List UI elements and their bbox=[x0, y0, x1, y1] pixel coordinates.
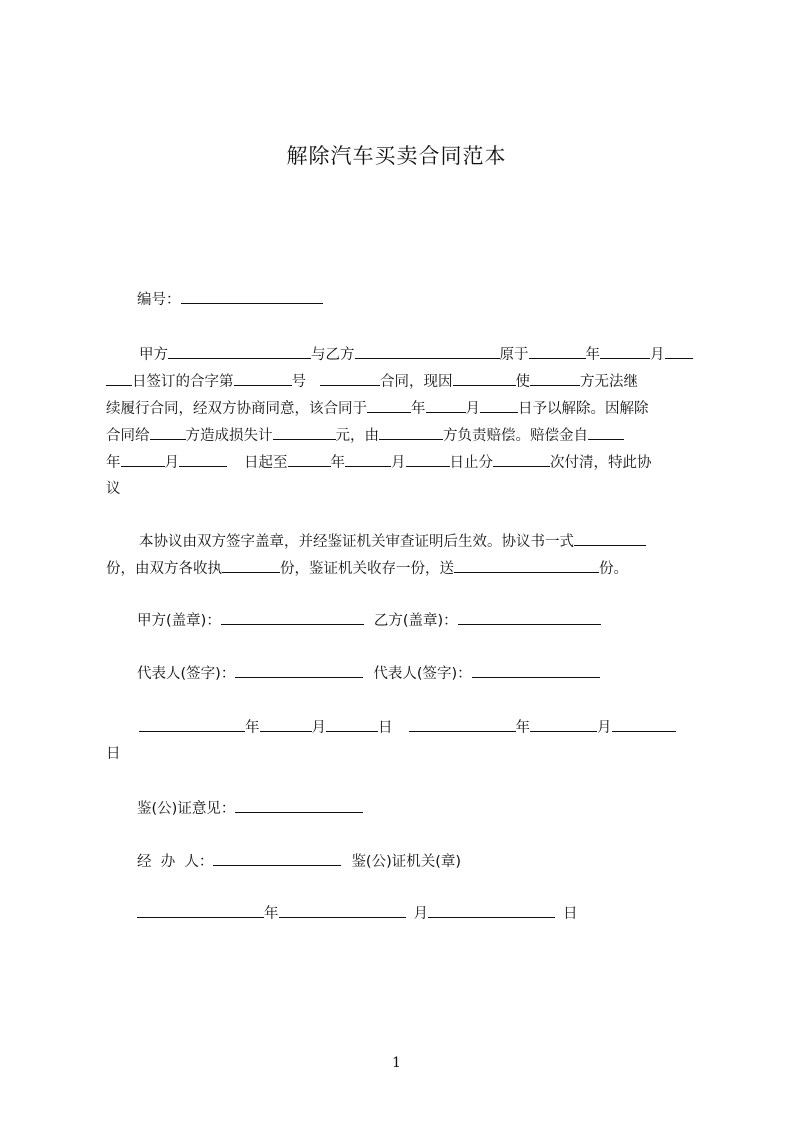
send-to-blank[interactable] bbox=[454, 555, 599, 573]
text: 月 bbox=[465, 401, 480, 417]
para1-line-6 bbox=[106, 476, 702, 503]
handler-blank[interactable] bbox=[213, 848, 341, 866]
sig-a-month-blank[interactable] bbox=[260, 714, 312, 732]
handler-label: 经 办 人： bbox=[137, 854, 214, 870]
text: 份，由双方各收执 bbox=[106, 561, 222, 577]
signature-date-line-2 bbox=[106, 741, 702, 768]
text: 日 bbox=[378, 720, 393, 736]
page-number: 1 bbox=[392, 1055, 401, 1071]
para1-line-1 bbox=[139, 341, 735, 369]
text: 年 bbox=[515, 720, 530, 736]
party-a-seal-blank[interactable] bbox=[221, 607, 364, 625]
comp-end-month-blank[interactable] bbox=[345, 449, 391, 467]
text: 年 bbox=[330, 455, 345, 471]
loss-amount-blank[interactable] bbox=[273, 422, 336, 440]
contract-number-label: 编号： bbox=[137, 292, 181, 308]
para1-line-4 bbox=[106, 422, 702, 450]
para2-line-2 bbox=[106, 555, 702, 583]
para1-line-2 bbox=[106, 368, 702, 396]
text: 日起至 bbox=[244, 455, 288, 471]
text: 号 bbox=[291, 374, 306, 390]
cancel-day-blank[interactable] bbox=[480, 395, 518, 413]
text: 方负责赔偿。赔偿金自 bbox=[443, 428, 588, 444]
text: 方无法继 bbox=[580, 374, 638, 390]
copies-each-blank[interactable] bbox=[222, 555, 280, 573]
text: 年 bbox=[411, 401, 426, 417]
sig-a-day-blank[interactable] bbox=[326, 714, 378, 732]
text: 本协议由双方签字盖章，并经鉴证机关审查证明后生效。协议书一式 bbox=[139, 534, 574, 550]
contract-number-blank[interactable] bbox=[181, 286, 323, 304]
text: 月 bbox=[391, 455, 406, 471]
orig-day-blank-a[interactable] bbox=[665, 341, 693, 359]
text: 日予以解除。因解除 bbox=[518, 401, 649, 417]
text: 元，由 bbox=[335, 428, 379, 444]
text: 份。 bbox=[599, 561, 628, 577]
notary-office-label: 鉴(公)证机关(章) bbox=[351, 854, 462, 870]
orig-month-blank[interactable] bbox=[600, 341, 650, 359]
cancel-month-blank[interactable] bbox=[426, 395, 466, 413]
orig-year-blank[interactable] bbox=[529, 341, 586, 359]
representative-line bbox=[137, 660, 733, 688]
text: 年 bbox=[264, 906, 279, 922]
party-b-seal-blank[interactable] bbox=[458, 607, 601, 625]
contract-no-blank[interactable] bbox=[234, 368, 292, 386]
para2-line-1 bbox=[139, 528, 735, 556]
contract-number-line bbox=[137, 286, 733, 314]
party-b-blank[interactable] bbox=[355, 341, 500, 359]
rep-a-sign-blank[interactable] bbox=[235, 660, 363, 678]
text: 月 bbox=[597, 720, 612, 736]
text: 日签订的合字第 bbox=[132, 374, 234, 390]
comp-start-blank-a[interactable] bbox=[588, 422, 624, 440]
comp-start-year-blank[interactable] bbox=[121, 449, 165, 467]
pay-party-blank[interactable] bbox=[379, 422, 443, 440]
text: 日 bbox=[563, 906, 578, 922]
text: 月 bbox=[413, 906, 428, 922]
orig-day-blank-b[interactable] bbox=[106, 368, 132, 386]
para1-line-5 bbox=[106, 449, 702, 477]
text: 甲方 bbox=[139, 347, 168, 363]
comp-end-year-blank[interactable] bbox=[288, 449, 331, 467]
sig-b-day-blank[interactable] bbox=[612, 714, 676, 732]
notary-handler-line bbox=[137, 848, 733, 876]
notary-opinion-line bbox=[137, 795, 733, 823]
party-a-blank[interactable] bbox=[168, 341, 311, 359]
text: 使 bbox=[515, 374, 530, 390]
notary-date-line bbox=[137, 900, 733, 928]
text: 续履行合同，经双方协商同意，该合同于 bbox=[106, 401, 367, 417]
text: 年 bbox=[585, 347, 600, 363]
text: 与乙方 bbox=[311, 347, 355, 363]
loss-party-blank[interactable] bbox=[150, 422, 186, 440]
para1-line-3 bbox=[106, 395, 702, 423]
text: 月 bbox=[311, 720, 326, 736]
notary-day-blank[interactable] bbox=[428, 900, 555, 918]
sig-b-month-blank[interactable] bbox=[530, 714, 597, 732]
rep-a-sign-label: 代表人(签字)： bbox=[137, 666, 236, 682]
signature-date-line bbox=[139, 714, 735, 742]
rep-b-sign-blank[interactable] bbox=[472, 660, 600, 678]
text: 合同，现因 bbox=[380, 374, 453, 390]
copies-total-blank[interactable] bbox=[574, 528, 646, 546]
text: 议 bbox=[106, 481, 121, 497]
party-b-seal-label: 乙方(盖章)： bbox=[373, 613, 458, 629]
text: 月 bbox=[164, 455, 179, 471]
comp-start-month-blank[interactable] bbox=[179, 449, 227, 467]
text: 合同给 bbox=[106, 428, 150, 444]
text: 日 bbox=[106, 746, 121, 762]
text: 次付清，特此协 bbox=[550, 455, 652, 471]
notary-opinion-label: 鉴(公)证意见： bbox=[137, 801, 236, 817]
notary-opinion-blank[interactable] bbox=[235, 795, 363, 813]
text: 方造成损失计 bbox=[185, 428, 273, 444]
sig-b-year-blank[interactable] bbox=[409, 714, 516, 732]
notary-month-blank[interactable] bbox=[279, 900, 406, 918]
unable-party-blank[interactable] bbox=[530, 368, 580, 386]
text: 日止分 bbox=[449, 455, 493, 471]
text: 月 bbox=[650, 347, 665, 363]
seal-line bbox=[137, 607, 733, 635]
comp-end-day-blank[interactable] bbox=[406, 449, 450, 467]
text: 份，鉴证机关收存一份，送 bbox=[280, 561, 454, 577]
cancel-year-blank[interactable] bbox=[367, 395, 411, 413]
notary-year-blank[interactable] bbox=[137, 900, 264, 918]
page-title: 解除汽车买卖合同范本 bbox=[286, 144, 507, 168]
contract-name-blank[interactable] bbox=[320, 368, 380, 386]
text: 原于 bbox=[499, 347, 529, 363]
rep-b-sign-label: 代表人(签字)： bbox=[373, 666, 472, 682]
installments-blank[interactable] bbox=[493, 449, 550, 467]
text: 年 bbox=[245, 720, 260, 736]
party-a-seal-label: 甲方(盖章)： bbox=[137, 613, 221, 629]
sig-a-year-blank[interactable] bbox=[139, 714, 245, 732]
reason-blank[interactable] bbox=[453, 368, 516, 386]
text: 年 bbox=[106, 455, 121, 471]
